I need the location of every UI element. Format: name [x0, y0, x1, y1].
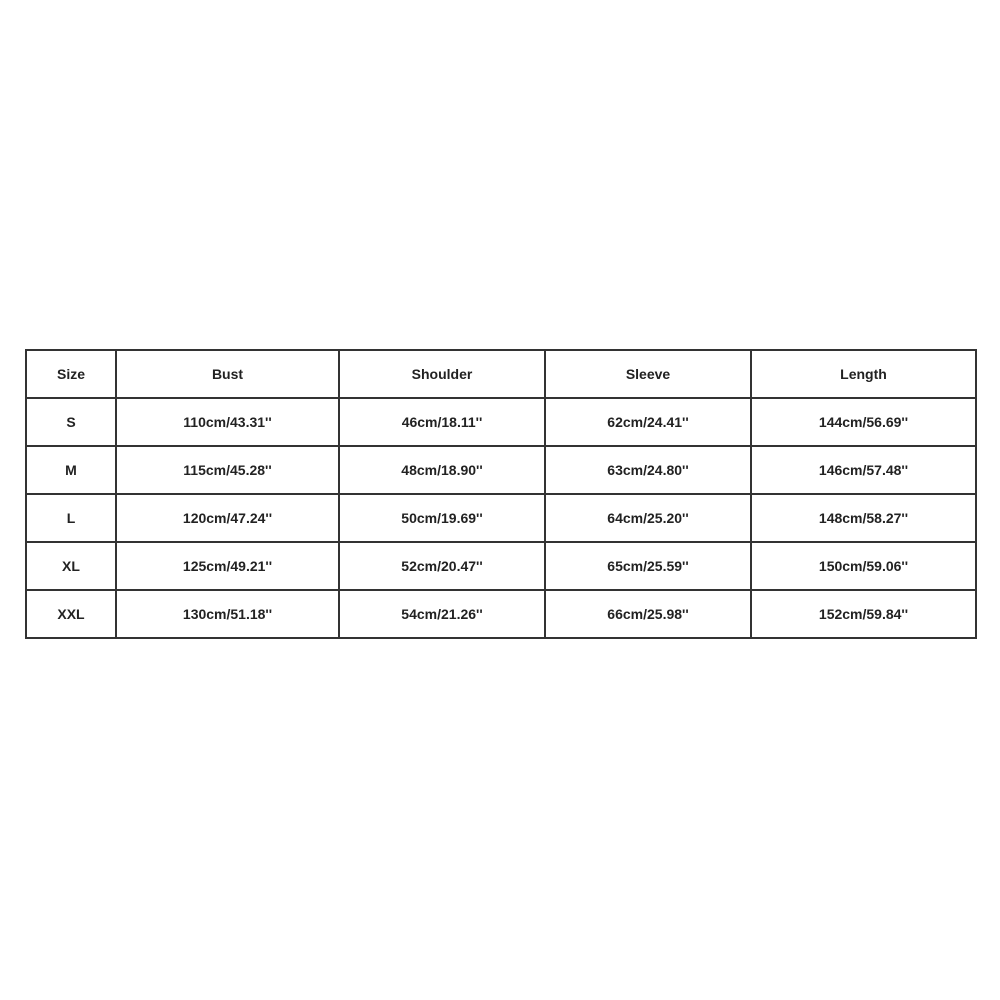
cell-size: S: [26, 398, 116, 446]
cell-size: XXL: [26, 590, 116, 638]
header-sleeve: Sleeve: [545, 350, 751, 398]
cell-sleeve: 64cm/25.20'': [545, 494, 751, 542]
cell-sleeve: 63cm/24.80'': [545, 446, 751, 494]
cell-bust: 125cm/49.21'': [116, 542, 339, 590]
table-row: [26, 398, 976, 446]
cell-length: 150cm/59.06'': [751, 542, 976, 590]
header-size: Size: [26, 350, 116, 398]
table-row: [26, 446, 976, 494]
table-row: [26, 494, 976, 542]
cell-shoulder: 48cm/18.90'': [339, 446, 545, 494]
cell-sleeve: 66cm/25.98'': [545, 590, 751, 638]
cell-size: L: [26, 494, 116, 542]
header-bust: Bust: [116, 350, 339, 398]
cell-size: M: [26, 446, 116, 494]
cell-size: XL: [26, 542, 116, 590]
cell-bust: 115cm/45.28'': [116, 446, 339, 494]
table-row: [26, 542, 976, 590]
table-row: [26, 590, 976, 638]
cell-shoulder: 52cm/20.47'': [339, 542, 545, 590]
cell-bust: 120cm/47.24'': [116, 494, 339, 542]
cell-length: 152cm/59.84'': [751, 590, 976, 638]
cell-bust: 110cm/43.31'': [116, 398, 339, 446]
cell-length: 146cm/57.48'': [751, 446, 976, 494]
cell-length: 144cm/56.69'': [751, 398, 976, 446]
cell-sleeve: 62cm/24.41'': [545, 398, 751, 446]
cell-bust: 130cm/51.18'': [116, 590, 339, 638]
size-chart-table: [25, 349, 977, 639]
cell-shoulder: 50cm/19.69'': [339, 494, 545, 542]
cell-sleeve: 65cm/25.59'': [545, 542, 751, 590]
table-header-row: [26, 350, 976, 398]
header-shoulder: Shoulder: [339, 350, 545, 398]
cell-length: 148cm/58.27'': [751, 494, 976, 542]
cell-shoulder: 46cm/18.11'': [339, 398, 545, 446]
cell-shoulder: 54cm/21.26'': [339, 590, 545, 638]
header-length: Length: [751, 350, 976, 398]
